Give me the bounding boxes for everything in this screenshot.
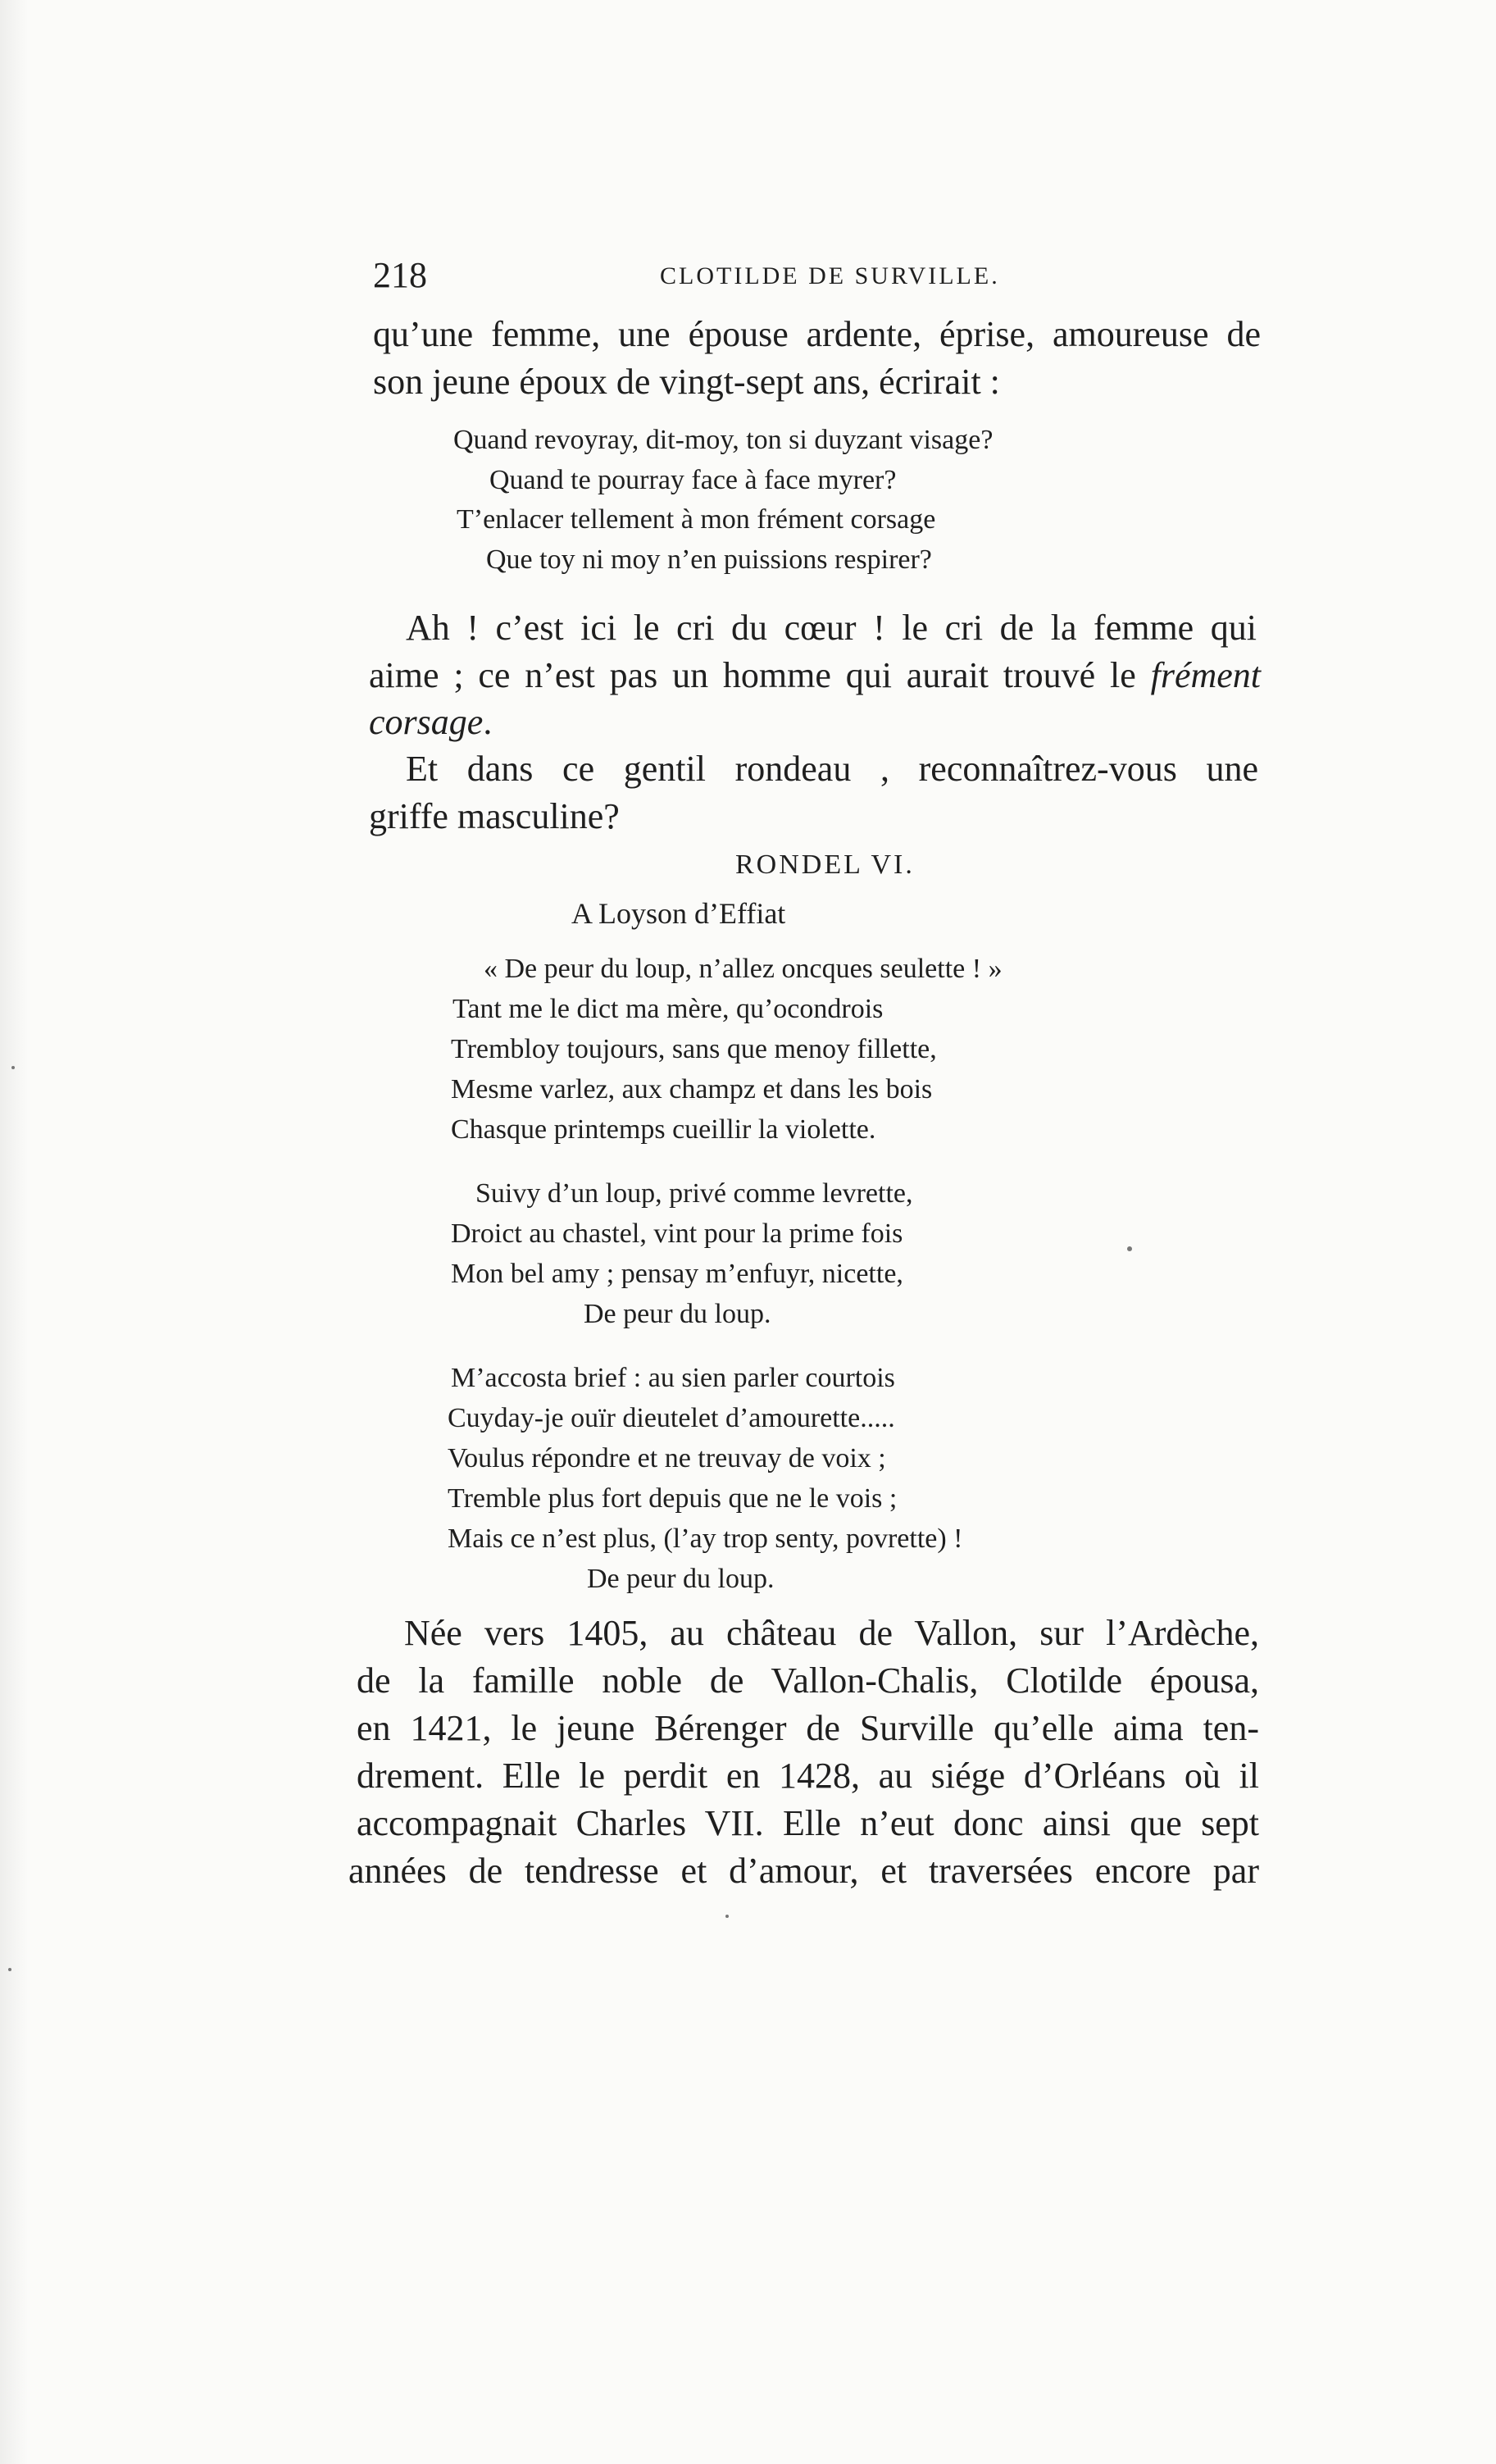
question-line: griffe masculine? (369, 796, 620, 836)
poem-line: Suivy d’un loup, privé comme levrette, (475, 1178, 913, 1209)
quatrain-line: T’enlacer tellement à mon frément corsage (457, 504, 936, 535)
poem-line: Tremble plus fort depuis que ne le vois ; (448, 1483, 898, 1514)
quatrain-line: Quand te pourray face à face myrer? (489, 465, 897, 495)
intro-line: son jeune époux de vingt-sept ans, écrirait : (373, 362, 1000, 402)
scan-speck (11, 1066, 15, 1069)
closing-line: accompagnait Charles VII. Elle n’eut donc ainsi que sept (357, 1803, 1259, 1843)
page-header (373, 254, 1242, 303)
poem-line: Mon bel amy ; pensay m’enfuyr, nicette, (451, 1259, 903, 1289)
comment-italic: frément (1150, 655, 1261, 695)
poem-line: Droict au chastel, vint pour la prime fois (451, 1218, 903, 1249)
running-title: CLOTILDE DE SURVILLE. (660, 262, 1000, 289)
page-edge-shadow (0, 0, 28, 2464)
poem-line: Trembloy toujours, sans que menoy fillette, (451, 1034, 937, 1064)
intro-line: qu’une femme, une épouse ardente, éprise, amoureuse de (373, 314, 1261, 354)
comment-line (369, 701, 492, 743)
scan-speck (8, 1968, 11, 1971)
comment-text: aime ; ce n’est pas un homme qui aurait trouvé le (369, 655, 1136, 695)
comment-line: Ah ! c’est ici le cri du cœur ! le cri de la femme qui (406, 608, 1257, 648)
poem-line: Voulus répondre et ne treuvay de voix ; (448, 1443, 886, 1473)
comment-end: . (483, 702, 493, 742)
closing-line: années de tendresse et d’amour, et traversées encore par (348, 1851, 1259, 1891)
closing-line: de la famille noble de Vallon-Chalis, Clotilde épousa, (357, 1660, 1259, 1701)
poem-dedication: A Loyson d’Effiat (571, 897, 786, 930)
closing-line: Née vers 1405, au château de Vallon, sur l’Ardèche, (404, 1613, 1259, 1653)
poem-line: Chasque printemps cueillir la violette. (451, 1114, 876, 1145)
closing-line: en 1421, le jeune Bérenger de Surville qu’elle aima ten- (357, 1708, 1259, 1748)
poem-line: Mais ce n’est plus, (l’ay trop senty, povrette) ! (448, 1523, 963, 1554)
scan-speck (1127, 1246, 1132, 1251)
comment-line (369, 654, 1261, 696)
closing-line: drement. Elle le perdit en 1428, au siége d’Orléans où il (357, 1756, 1259, 1796)
poem-line: Mesme varlez, aux champz et dans les bois (451, 1074, 933, 1104)
poem-refrain: De peur du loup. (587, 1564, 775, 1594)
page-number: 218 (373, 255, 427, 295)
poem-line: M’accosta brief : au sien parler courtois (451, 1363, 895, 1393)
poem-refrain: De peur du loup. (584, 1299, 771, 1329)
comment-italic: corsage (369, 702, 484, 742)
poem-title: RONDEL VI. (735, 849, 915, 880)
quatrain-line: Quand revoyray, dit-moy, ton si duyzant visage? (453, 425, 994, 455)
question-line: Et dans ce gentil rondeau , reconnaîtrez-vous une (406, 749, 1258, 789)
scan-speck (725, 1915, 729, 1918)
quatrain-line: Que toy ni moy n’en puissions respirer? (486, 544, 932, 575)
poem-line: Tant me le dict ma mère, qu’ocondrois (452, 994, 884, 1024)
poem-line: Cuyday-je ouïr dieutelet d’amourette..... (448, 1403, 895, 1433)
poem-line: « De peur du loup, n’allez oncques seulette ! » (484, 954, 1003, 984)
